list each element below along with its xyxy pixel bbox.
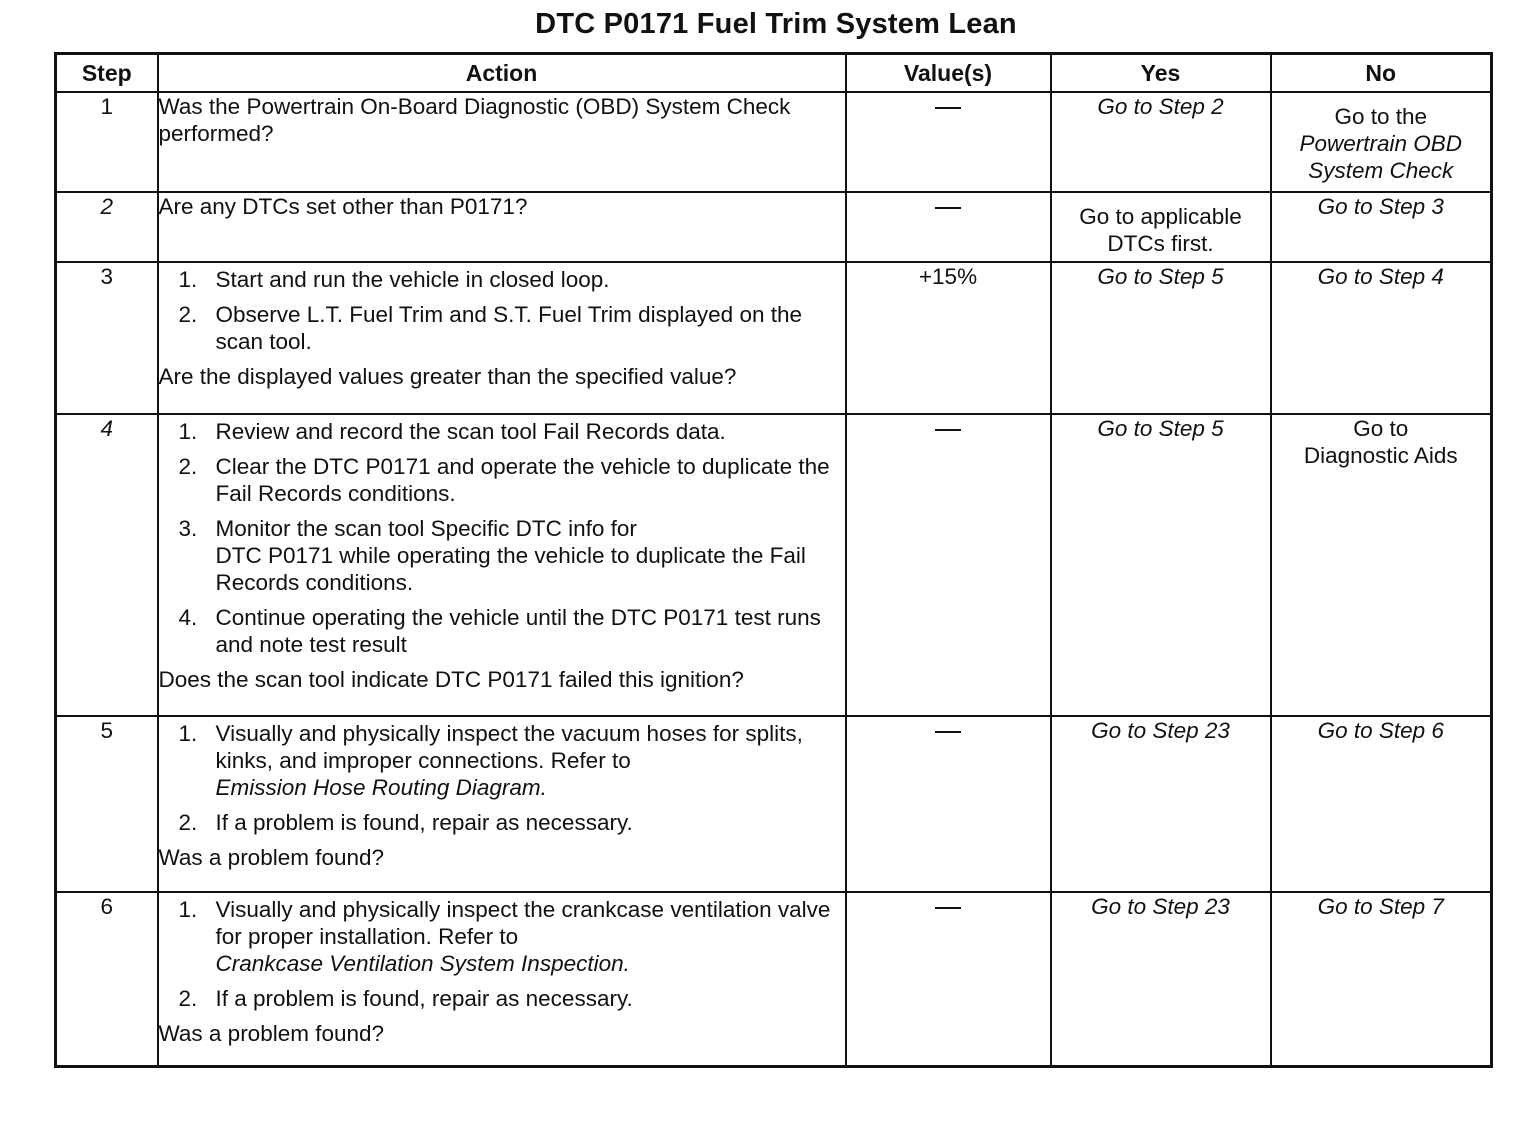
action-cell xyxy=(158,92,846,192)
value-cell xyxy=(846,892,1051,1066)
procedure-item xyxy=(159,604,845,658)
yes-cell: Go to Step 5 xyxy=(1051,262,1271,414)
item-number: 2. xyxy=(178,302,198,327)
procedure-item xyxy=(159,515,845,596)
action-cell xyxy=(158,414,846,716)
table-row xyxy=(56,92,1492,192)
step-number: 3 xyxy=(56,262,158,414)
step-number: 6 xyxy=(56,892,158,1066)
no-cell: Go to Step 7 xyxy=(1271,892,1492,1066)
table-row xyxy=(56,192,1492,262)
item-number: 4. xyxy=(178,605,198,630)
value-cell xyxy=(846,92,1051,192)
no-cell: Go to Step 6 xyxy=(1271,716,1492,892)
diagnostic-table xyxy=(54,52,1493,1068)
yes-cell: Go to applicable DTCs first. xyxy=(1051,192,1271,262)
dash-mark xyxy=(935,907,961,909)
value-cell: +15% xyxy=(846,262,1051,414)
value-cell xyxy=(846,716,1051,892)
procedure-item xyxy=(159,418,845,445)
item-text: Visually and physically inspect the vacuum hoses for splits, kinks, and improper connections. Refer to xyxy=(215,721,803,773)
item-text: Clear the DTC P0171 and operate the vehicle to duplicate the Fail Records conditions. xyxy=(215,454,830,506)
action-question: Was a problem found? xyxy=(158,1021,385,1046)
header-values: Value(s) xyxy=(846,54,1051,93)
header-action: Action xyxy=(158,54,846,93)
no-reference: Powertrain OBD System Check xyxy=(1299,131,1463,183)
procedure-list xyxy=(159,720,845,836)
action-cell xyxy=(158,892,846,1066)
action-question: Was the Powertrain On-Board Diagnostic (OBD) System Check performed? xyxy=(158,94,791,146)
action-cell xyxy=(158,262,846,414)
header-row xyxy=(56,54,1492,93)
procedure-item xyxy=(159,301,845,355)
dash-mark xyxy=(935,731,961,733)
no-text: Go to xyxy=(1353,416,1409,441)
no-cell: Go to Step 3 xyxy=(1271,192,1492,262)
no-cell xyxy=(1271,414,1492,716)
procedure-list xyxy=(159,896,845,1012)
item-text: Continue operating the vehicle until the DTC P0171 test runs and note test result xyxy=(215,605,821,657)
value-cell xyxy=(846,414,1051,716)
item-text: Review and record the scan tool Fail Records data. xyxy=(215,419,726,444)
item-number: 1. xyxy=(178,267,198,292)
yes-cell: Go to Step 5 xyxy=(1051,414,1271,716)
item-text: DTC P0171 while operating the vehicle to duplicate the Fail Records conditions. xyxy=(215,543,806,595)
procedure-item xyxy=(159,453,845,507)
step-number: 1 xyxy=(56,92,158,192)
dash-mark xyxy=(935,429,961,431)
yes-cell: Go to Step 23 xyxy=(1051,716,1271,892)
action-question: Does the scan tool indicate DTC P0171 failed this ignition? xyxy=(158,667,744,692)
page-title: DTC P0171 Fuel Trim System Lean xyxy=(535,8,1017,40)
item-text: Monitor the scan tool Specific DTC info for xyxy=(215,516,637,541)
dash-mark xyxy=(935,207,961,209)
action-cell xyxy=(158,716,846,892)
item-number: 1. xyxy=(178,721,198,746)
procedure-list xyxy=(159,418,845,658)
item-number: 1. xyxy=(178,419,198,444)
table-row xyxy=(56,414,1492,716)
procedure-item xyxy=(159,266,845,293)
action-cell xyxy=(158,192,846,262)
step-number: 2 xyxy=(56,192,158,262)
item-text: Visually and physically inspect the crankcase ventilation valve for proper installation. Refer to xyxy=(215,897,831,949)
yes-cell: Go to Step 2 xyxy=(1051,92,1271,192)
procedure-item xyxy=(159,809,845,836)
procedure-item xyxy=(159,896,845,977)
action-question: Are any DTCs set other than P0171? xyxy=(158,194,528,219)
item-number: 2. xyxy=(178,986,198,1011)
action-question: Was a problem found? xyxy=(158,845,385,870)
dash-mark xyxy=(935,107,961,109)
table-row xyxy=(56,262,1492,414)
item-text: Observe L.T. Fuel Trim and S.T. Fuel Trim displayed on the scan tool. xyxy=(215,302,802,354)
procedure-item xyxy=(159,985,845,1012)
no-text: Go to the xyxy=(1334,104,1428,129)
no-reference: Diagnostic Aids xyxy=(1303,443,1458,468)
no-cell: Go to Step 4 xyxy=(1271,262,1492,414)
item-text: If a problem is found, repair as necessary. xyxy=(215,810,633,835)
value-cell xyxy=(846,192,1051,262)
item-number: 2. xyxy=(178,454,198,479)
procedure-list xyxy=(159,266,845,355)
item-text: If a problem is found, repair as necessary. xyxy=(215,986,633,1011)
step-number: 4 xyxy=(56,414,158,716)
header-step: Step xyxy=(56,54,158,93)
item-number: 3. xyxy=(178,516,198,541)
procedure-item xyxy=(159,720,845,801)
header-yes: Yes xyxy=(1051,54,1271,93)
item-number: 1. xyxy=(178,897,198,922)
item-number: 2. xyxy=(178,810,198,835)
header-no: No xyxy=(1271,54,1492,93)
no-cell xyxy=(1271,92,1492,192)
action-question: Are the displayed values greater than the specified value? xyxy=(158,364,737,389)
item-reference: Emission Hose Routing Diagram. xyxy=(215,775,547,800)
step-number: 5 xyxy=(56,716,158,892)
item-text: Start and run the vehicle in closed loop. xyxy=(215,267,610,292)
yes-cell: Go to Step 23 xyxy=(1051,892,1271,1066)
table-row xyxy=(56,892,1492,1066)
table-row xyxy=(56,716,1492,892)
item-reference: Crankcase Ventilation System Inspection. xyxy=(215,951,630,976)
